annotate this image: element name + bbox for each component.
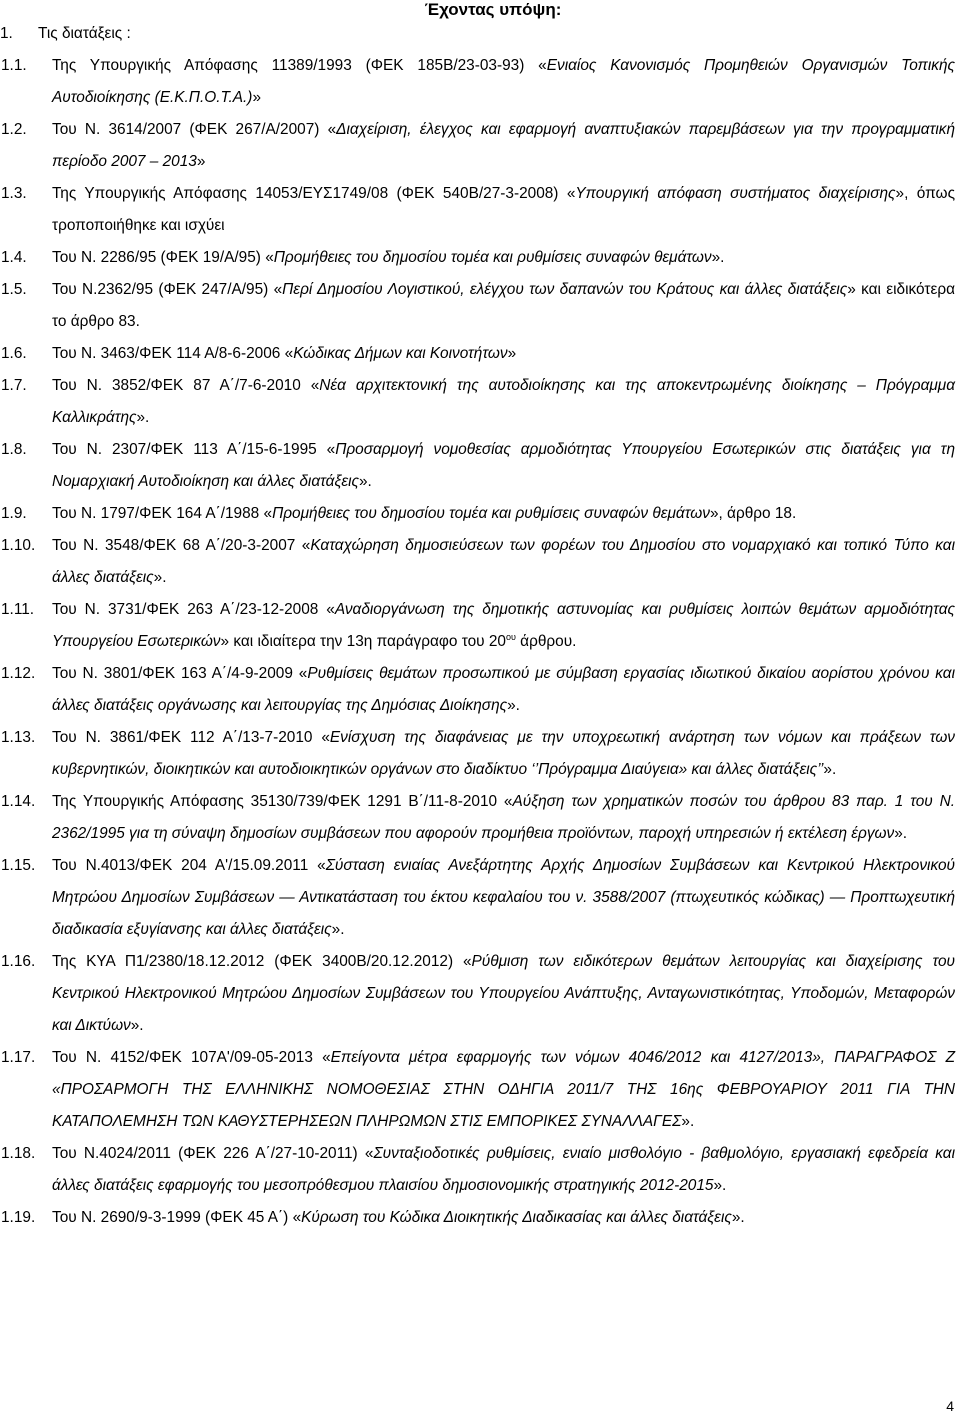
text-run: Του Ν.4024/2011 (ΦΕΚ 226 Α΄/27-10-2011) « <box>52 1145 374 1162</box>
text-run: ». <box>153 569 167 586</box>
text-run: Του Ν. 3614/2007 (ΦΕΚ 267/Α/2007) « <box>52 121 337 138</box>
text-run: ». <box>359 473 372 490</box>
italic-title: Ενίσχυση της διαφάνειας με την υποχρεωτική ανάρτηση των νόμων και πράξεων των κυβερνητικών, διοικητικών και αυτοδιοικητικών οργάνων στο διαδίκτυο ‘’Πρόγραμμα Διαύγεια» και άλλες διατάξεις’’ <box>52 729 955 778</box>
italic-title: Επείγοντα μέτρα εφαρμογής των νόμων 4046/2012 και 4127/2013», ΠΑΡΑΓΡΑΦΟΣ Ζ «ΠΡΟΣΑΡΜΟΓΗ ΤΗΣ ΕΛΛΗΝΙΚΗΣ ΝΟΜΟΘΕΣΙΑΣ ΣΤΗΝ ΟΔΗΓΙΑ 2011/7 ΤΗΣ 16ης ΦΕΒΡΟΥΑΡΙΟΥ 2011 ΓΙΑ ΤΗΝ ΚΑΤΑΠΟΛΕΜΗΣΗ ΤΩΝ ΚΑΘΥΣΤΕΡΗΣΕΩΝ ΠΛΗΡΩΜΩΝ ΣΤΙΣ ΕΜΠΟΡΙΚΕΣ ΣΥΝΑΛΛΑΓΕΣ <box>52 1049 956 1130</box>
italic-title: Περί Δημοσίου Λογιστικού, ελέγχου των δαπανών του Κράτους και άλλες διατάξεις <box>282 281 848 298</box>
text-run: ». <box>711 249 725 266</box>
item-text <box>52 850 955 946</box>
list-item <box>0 274 955 338</box>
text-run: Του Ν. 3463/ΦΕΚ 114 Α/8-6-2006 « <box>52 345 294 362</box>
list-item <box>0 530 955 594</box>
item-number: 1.2. <box>1 121 27 138</box>
italic-title: Σύσταση ενιαίας Ανεξάρτητης Αρχής Δημοσίων Συμβάσεων και Κεντρικού Ηλεκτρονικού Μητρώου Δημοσίων Συμβάσεων — Αντικατάσταση του έκτου κεφαλαίου του ν. 3588/2007 (πτωχευτικός κώδικας) — Προπτωχευτική διαδικασία εξυγίανσης και άλλες διατάξεις <box>52 857 955 938</box>
text-run: Του Ν. 4152/ΦΕΚ 107Α'/09-05-2013 « <box>52 1049 331 1066</box>
item-number: 1.15. <box>1 857 36 874</box>
item-text <box>52 434 955 498</box>
item-number: 1.18. <box>1 1145 36 1162</box>
item-number: 1.7. <box>1 377 27 394</box>
item-text <box>52 1138 955 1202</box>
list-item <box>0 658 955 722</box>
text-run: Του Ν.2362/95 (ΦΕΚ 247/Α/95) « <box>52 281 283 298</box>
list-item <box>0 370 955 434</box>
text-run: άρθρου. <box>515 633 577 650</box>
list-item <box>0 178 955 242</box>
provisions-list <box>0 18 955 1234</box>
item-number: 1.10. <box>1 537 36 554</box>
text-run: Της Υπουργικής Απόφασης 35130/739/ΦΕΚ 1291 Β΄/11-8-2010 « <box>52 793 513 810</box>
text-run: ». <box>136 409 150 426</box>
italic-title: Προμήθειες του δημοσίου τομέα και ρυθμίσεις συναφών θεμάτων <box>273 249 712 266</box>
text-run: » <box>252 89 261 106</box>
item-text <box>52 370 955 434</box>
list-item <box>0 946 955 1042</box>
text-run: ». <box>507 697 520 714</box>
list-item <box>0 1042 955 1138</box>
italic-title: Αναδιοργάνωση της δημοτικής αστυνομίας και ρυθμίσεις λοιπών θεμάτων αρμοδιότητας Υπουργείου Εσωτερικών <box>52 601 955 650</box>
text-run: Του Ν. 1797/ΦΕΚ 164 Α΄/1988 « <box>52 505 273 522</box>
item-number: 1.14. <box>1 793 36 810</box>
page-number: 4 <box>946 1398 954 1414</box>
list-item <box>0 434 955 498</box>
text-run: ». <box>894 825 908 842</box>
text-run: Του Ν. 3861/ΦΕΚ 112 Α΄/13-7-2010 « <box>52 729 330 746</box>
italic-title: Κώδικας Δήμων και Κοινοτήτων <box>293 345 508 362</box>
text-run: ». <box>130 1017 144 1034</box>
text-run: ». <box>681 1113 695 1130</box>
text-run: » και ειδικότερα το άρθρο 83. <box>52 281 955 330</box>
text-run: Του Ν. 3731/ΦΕΚ 263 Α΄/23-12-2008 « <box>52 601 335 618</box>
list-item <box>0 498 955 530</box>
italic-title: Διαχείριση, έλεγχος και εφαρμογή αναπτυξιακών παρεμβάσεων για την προγραμματική περίοδο 2007 – 2013 <box>52 121 955 170</box>
italic-title: Κύρωση του Κώδικα Διοικητικής Διαδικασίας και άλλες διατάξεις <box>301 1209 732 1226</box>
item-number: 1.16. <box>1 953 36 970</box>
text-run: Του Ν. 2690/9-3-1999 (ΦΕΚ 45 Α΄) « <box>52 1209 302 1226</box>
text-run: Του Ν. 3852/ΦΕΚ 87 Α΄/7-6-2010 « <box>52 377 320 394</box>
list-item <box>0 850 955 946</box>
item-text <box>52 594 955 658</box>
item-number: 1.8. <box>1 441 27 458</box>
list-item <box>0 722 955 786</box>
item-text: Τις διατάξεις : <box>38 25 131 42</box>
item-number: 1.11. <box>1 601 35 618</box>
list-item <box>0 1138 955 1202</box>
item-text <box>52 178 955 242</box>
list-item <box>0 1202 955 1234</box>
list-item <box>0 114 955 178</box>
italic-title: Καταχώρηση δημοσιεύσεων των φορέων του Δημοσίου στο νομαρχιακό και τοπικό Τύπο και άλλες διατάξεις <box>52 537 955 586</box>
text-run: ». <box>331 921 345 938</box>
item-number: 1.5. <box>1 281 27 298</box>
item-text <box>52 274 955 338</box>
list-item <box>0 786 955 850</box>
item-text <box>52 50 955 114</box>
italic-title: Ρύθμιση των ειδικότερων θεμάτων λειτουργίας και διαχείρισης του Κεντρικού Ηλεκτρονικού Μητρώου Δημοσίων Συμβάσεων του Υπουργείου Ανάπτυξης, Ανταγωνιστικότητας, Υποδομών, Μεταφορών και Δικτύων <box>52 953 956 1034</box>
item-number: 1.3. <box>1 185 27 202</box>
text-run: Του Ν.4013/ΦΕΚ 204 Α'/15.09.2011 « <box>52 857 326 874</box>
item-text <box>52 242 955 274</box>
text-run: » και ιδιαίτερα την 13η παράγραφο του 20 <box>220 633 506 650</box>
italic-title: Νέα αρχιτεκτονική της αυτοδιοίκησης και της αποκεντρωμένης διοίκησης – Πρόγραμμα Καλλικράτης <box>52 377 955 426</box>
item-number: 1.4. <box>1 249 27 266</box>
text-run: Της ΚΥΑ Π1/2380/18.12.2012 (ΦΕΚ 3400Β/20.12.2012) « <box>52 953 472 970</box>
item-text <box>52 658 955 722</box>
item-text <box>52 338 955 370</box>
italic-title: Υπουργική απόφαση συστήματος διαχείρισης <box>575 185 896 202</box>
superscript: ου <box>505 632 516 642</box>
italic-title: Προμήθειες του δημοσίου τομέα και ρυθμίσεις συναφών θεμάτων <box>272 505 710 522</box>
text-run: Του Ν. 3548/ΦΕΚ 68 Α΄/20-3-2007 « <box>52 537 311 554</box>
italic-title: Ενιαίος Κανονισμός Προμηθειών Οργανισμών Τοπικής Αυτοδιοίκησης (Ε.Κ.Π.Ο.Τ.Α.) <box>52 57 955 106</box>
item-text <box>52 722 955 786</box>
item-number: 1.9. <box>1 505 27 522</box>
italic-title: Αύξηση των χρηματικών ποσών του άρθρου 83 παρ. 1 του Ν. 2362/1995 για τη σύναψη δημοσίων συμβάσεων που αφορούν προμήθεια προϊόντων, παροχή υπηρεσιών ή εκτέλεση έργων <box>52 793 955 842</box>
text-run: », άρθρο 18. <box>709 505 797 522</box>
text-run: », όπως τροποποιήθηκε και ισχύει <box>52 185 955 234</box>
item-text <box>52 946 955 1042</box>
text-run: » <box>196 153 206 170</box>
item-number: 1.1. <box>1 57 27 74</box>
item-text <box>52 786 955 850</box>
list-item <box>0 242 955 274</box>
section-heading: Έχοντας υπόψη: <box>424 0 562 19</box>
list-item <box>0 338 955 370</box>
item-number: 1.6. <box>1 345 27 362</box>
item-text <box>52 530 955 594</box>
list-item <box>0 594 955 658</box>
text-run: Του Ν. 2307/ΦΕΚ 113 Α΄/15-6-1995 « <box>52 441 336 458</box>
text-run: ». <box>731 1209 745 1226</box>
list-item <box>0 50 955 114</box>
item-number: 1.13. <box>1 729 36 746</box>
intro-item <box>0 18 955 50</box>
italic-title: Ρυθμίσεις θεμάτων προσωπικού με σύμβαση εργασίας ιδιωτικού δικαίου αορίστου χρόνου και άλλες διατάξεις οργάνωσης και λειτουργίας της Δημόσιας Διοίκησης <box>52 665 955 714</box>
text-run: Της Υπουργικής Απόφασης 14053/ΕΥΣ1749/08 (ΦΕΚ 540Β/27-3-2008) « <box>52 185 576 202</box>
item-number: 1.19. <box>1 1209 36 1226</box>
italic-title: Συνταξιοδοτικές ρυθμίσεις, ενιαίο μισθολόγιο - βαθμολόγιο, εργασιακή εφεδρεία και άλλες διατάξεις εφαρμογής του μεσοπρόθεσμου πλαισίου δημοσιονομικής στρατηγικής 2012-2015 <box>52 1145 955 1194</box>
text-run: » <box>507 345 517 362</box>
italic-title: Προσαρμογή νομοθεσίας αρμοδιότητας Υπουργείου Εσωτερικών στις διατάξεις για τη Νομαρχιακή Αυτοδιοίκηση και άλλες διατάξεις <box>52 441 955 490</box>
text-run: ». <box>823 761 837 778</box>
item-text <box>52 498 955 530</box>
item-number: 1. <box>0 25 13 42</box>
item-text <box>52 1202 955 1234</box>
item-number: 1.12. <box>1 665 36 682</box>
text-run: Του Ν. 3801/ΦΕΚ 163 Α΄/4-9-2009 « <box>52 665 308 682</box>
text-run: Του Ν. 2286/95 (ΦΕΚ 19/Α/95) « <box>52 249 274 266</box>
item-text <box>52 114 955 178</box>
item-text <box>52 1042 955 1138</box>
text-run: ». <box>713 1177 727 1194</box>
text-run: Της Υπουργικής Απόφασης 11389/1993 (ΦΕΚ 185Β/23-03-93) « <box>52 57 547 74</box>
item-number: 1.17. <box>1 1049 36 1066</box>
